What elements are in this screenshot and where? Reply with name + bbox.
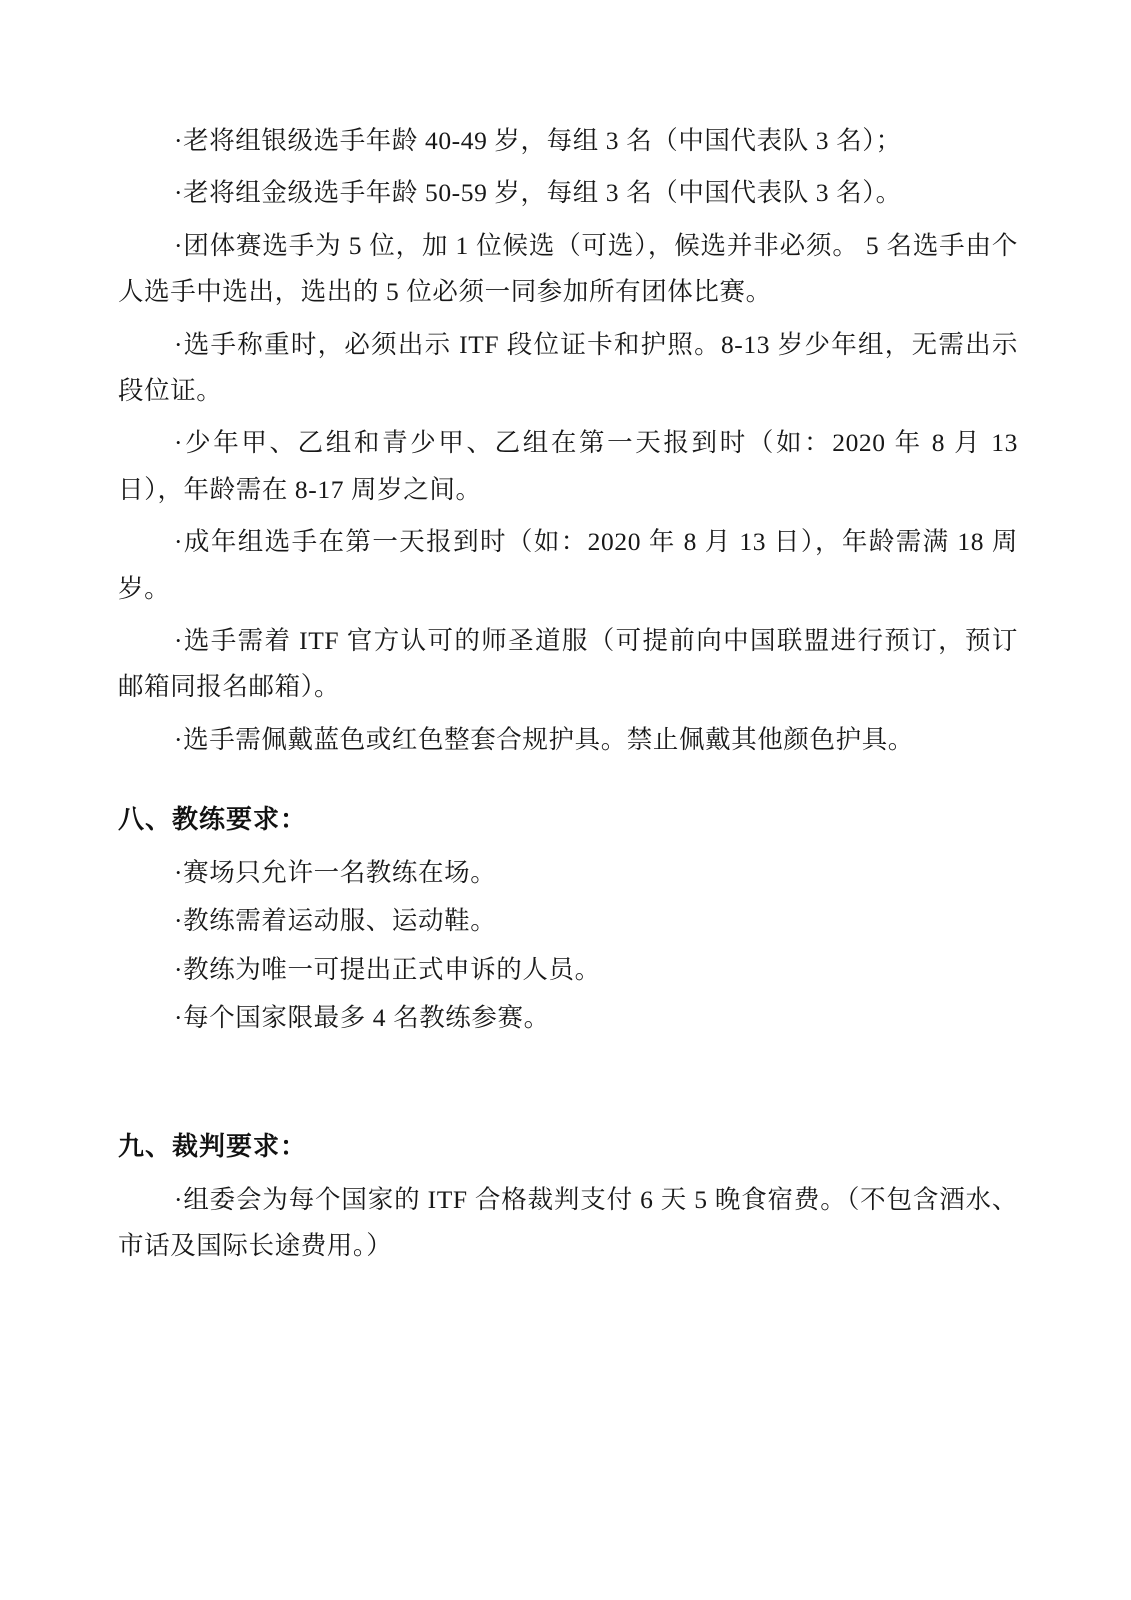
section-competitor-requirements-continued [118,118,1018,763]
page-content [118,118,1018,1275]
list-item: ·选手称重时，必须出示 ITF 段位证卡和护照。8-13 岁少年组，无需出示段位证。 [118,329,1018,406]
section-coach-requirements [118,797,1018,1041]
list-item: ·老将组银级选手年龄 40-49 岁，每组 3 名（中国代表队 3 名）； [174,126,902,155]
list-item: ·赛场只允许一名教练在场。 [174,858,497,888]
list-item: ·团体赛选手为 5 位，加 1 位候选（可选），候选并非必须。 5 名选手由个人选手中选出，选出的 5 位必须一同参加所有团体比赛。 [118,230,1018,307]
section-spacer [118,1044,1018,1090]
section-heading-referee-requirements: 九、裁判要求： [118,1131,308,1161]
list-item: ·选手需佩戴蓝色或红色整套合规护具。禁止佩戴其他颜色护具。 [174,724,914,754]
list-item: ·成年组选手在第一天报到时（如：2020 年 8 月 13 日），年龄需满 18 周岁。 [118,527,1018,603]
section-referee-requirements [118,1124,1018,1270]
list-item: ·教练需着运动服、运动鞋。 [174,906,497,936]
list-item: ·老将组金级选手年龄 50-59 岁，每组 3 名（中国代表队 3 名）。 [174,178,902,208]
list-item: ·教练为唯一可提出正式申诉的人员。 [174,954,601,984]
list-item: ·少年甲、乙组和青少甲、乙组在第一天报到时（如：2020 年 8 月 13 日），年龄需在 8-17 周岁之间。 [118,428,1018,504]
list-item: ·每个国家限最多 4 名教练参赛。 [174,1003,550,1033]
section-heading-coach-requirements: 八、教练要求： [118,805,308,835]
list-item: ·选手需着 ITF 官方认可的师圣道服（可提前向中国联盟进行预订，预订邮箱同报名邮箱）。 [118,626,1018,702]
list-item: ·组委会为每个国家的 ITF 合格裁判支付 6 天 5 晚食宿费。（不包含酒水、市话及国际长途费用。） [118,1184,1018,1260]
